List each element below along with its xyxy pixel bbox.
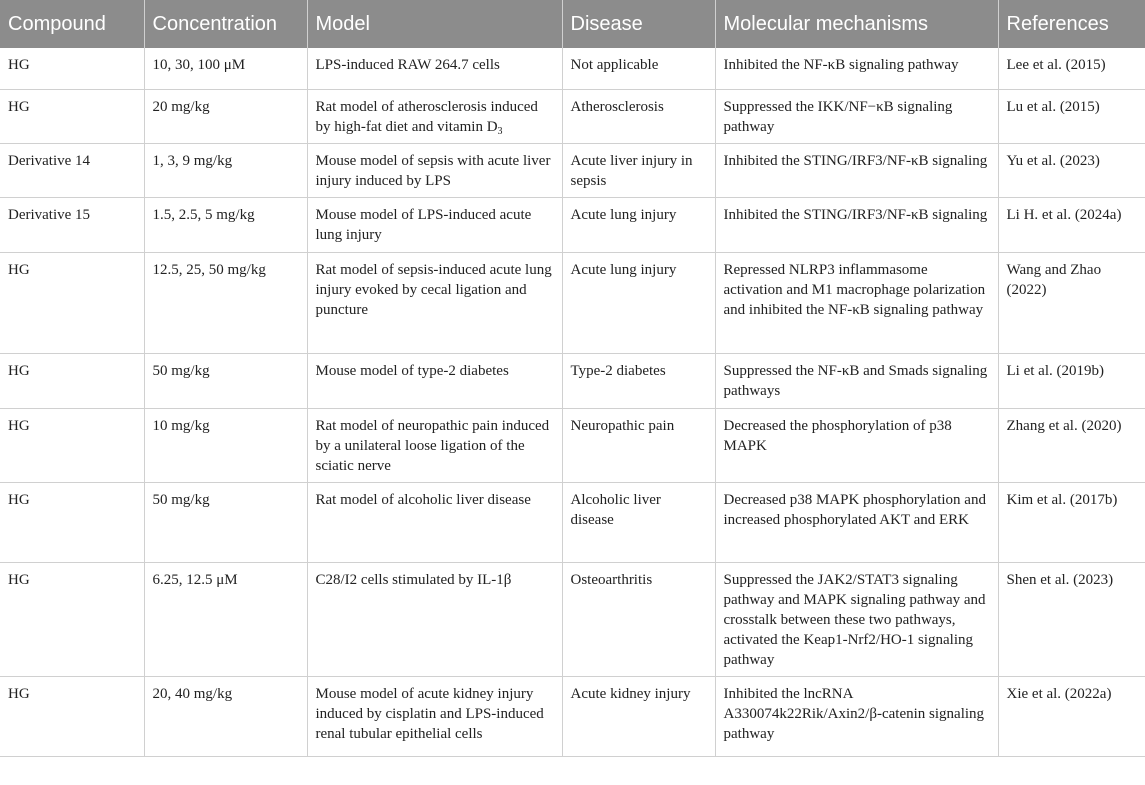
mechanism-cell: Suppressed the NF-κB and Smads signaling pathways bbox=[715, 353, 998, 408]
disease-cell: Osteoarthritis bbox=[562, 562, 715, 676]
header-molecular-mechanisms: Molecular mechanisms bbox=[715, 0, 998, 48]
reference-cell: Li H. et al. (2024a) bbox=[998, 197, 1145, 252]
concentration-cell: 10 mg/kg bbox=[144, 408, 307, 482]
table-row bbox=[0, 143, 1145, 197]
table-row bbox=[0, 48, 1145, 89]
compound-cell: HG bbox=[0, 48, 144, 89]
header-row bbox=[0, 0, 1145, 48]
reference-cell: Wang and Zhao (2022) bbox=[998, 252, 1145, 353]
compound-cell: HG bbox=[0, 482, 144, 562]
compound-cell: HG bbox=[0, 408, 144, 482]
model-cell: LPS-induced RAW 264.7 cells bbox=[307, 48, 562, 89]
reference-cell: Shen et al. (2023) bbox=[998, 562, 1145, 676]
concentration-cell: 50 mg/kg bbox=[144, 482, 307, 562]
table-row bbox=[0, 562, 1145, 676]
table-row bbox=[0, 482, 1145, 562]
table-row bbox=[0, 408, 1145, 482]
mechanism-cell: Suppressed the IKK/NF−κB signaling pathway bbox=[715, 89, 998, 143]
header-references: References bbox=[998, 0, 1145, 48]
table-row bbox=[0, 353, 1145, 408]
mechanism-cell: Decreased the phosphorylation of p38 MAPK bbox=[715, 408, 998, 482]
model-cell: Mouse model of type-2 diabetes bbox=[307, 353, 562, 408]
compound-cell: Derivative 14 bbox=[0, 143, 144, 197]
reference-cell: Lee et al. (2015) bbox=[998, 48, 1145, 89]
model-cell: Mouse model of LPS-induced acute lung injury bbox=[307, 197, 562, 252]
mechanism-cell: Inhibited the STING/IRF3/NF-κB signaling bbox=[715, 197, 998, 252]
concentration-cell: 50 mg/kg bbox=[144, 353, 307, 408]
disease-cell: Acute kidney injury bbox=[562, 676, 715, 756]
mechanism-cell: Repressed NLRP3 inflammasome activation and M1 macrophage polarization and inhibited the NF-κB signaling pathway bbox=[715, 252, 998, 353]
reference-cell: Zhang et al. (2020) bbox=[998, 408, 1145, 482]
model-cell: Rat model of sepsis-induced acute lung injury evoked by cecal ligation and puncture bbox=[307, 252, 562, 353]
compound-cell: Derivative 15 bbox=[0, 197, 144, 252]
table-row bbox=[0, 252, 1145, 353]
concentration-cell: 20 mg/kg bbox=[144, 89, 307, 143]
model-cell: Mouse model of sepsis with acute liver injury induced by LPS bbox=[307, 143, 562, 197]
mechanism-cell: Decreased p38 MAPK phosphorylation and increased phosphorylated AKT and ERK bbox=[715, 482, 998, 562]
mechanism-cell: Inhibited the lncRNA A330074k22Rik/Axin2/β-catenin signaling pathway bbox=[715, 676, 998, 756]
compound-cell: HG bbox=[0, 353, 144, 408]
mechanism-cell: Inhibited the STING/IRF3/NF-κB signaling bbox=[715, 143, 998, 197]
concentration-cell: 20, 40 mg/kg bbox=[144, 676, 307, 756]
table-body bbox=[0, 48, 1145, 756]
model-text: Rat model of atherosclerosis induced by high-fat diet and vitamin D bbox=[315, 98, 538, 135]
model-cell: Rat model of neuropathic pain induced by a unilateral loose ligation of the sciatic nerve bbox=[307, 408, 562, 482]
disease-cell: Atherosclerosis bbox=[562, 89, 715, 143]
concentration-cell: 6.25, 12.5 μM bbox=[144, 562, 307, 676]
table-row bbox=[0, 89, 1145, 143]
disease-cell: Acute lung injury bbox=[562, 252, 715, 353]
model-cell bbox=[307, 89, 562, 143]
header-model: Model bbox=[307, 0, 562, 48]
compound-cell: HG bbox=[0, 252, 144, 353]
disease-cell: Not applicable bbox=[562, 48, 715, 89]
reference-cell: Xie et al. (2022a) bbox=[998, 676, 1145, 756]
model-cell: C28/I2 cells stimulated by IL-1β bbox=[307, 562, 562, 676]
concentration-cell: 1, 3, 9 mg/kg bbox=[144, 143, 307, 197]
model-cell: Rat model of alcoholic liver disease bbox=[307, 482, 562, 562]
header-disease: Disease bbox=[562, 0, 715, 48]
reference-cell: Yu et al. (2023) bbox=[998, 143, 1145, 197]
compound-cell: HG bbox=[0, 676, 144, 756]
model-subscript: 3 bbox=[497, 125, 503, 137]
header-concentration: Concentration bbox=[144, 0, 307, 48]
disease-cell: Acute lung injury bbox=[562, 197, 715, 252]
table-row bbox=[0, 676, 1145, 756]
compound-cell: HG bbox=[0, 562, 144, 676]
disease-cell: Acute liver injury in sepsis bbox=[562, 143, 715, 197]
disease-cell: Type-2 diabetes bbox=[562, 353, 715, 408]
model-cell: Mouse model of acute kidney injury induced by cisplatin and LPS-induced renal tubular epithelial cells bbox=[307, 676, 562, 756]
mechanism-cell: Inhibited the NF-κB signaling pathway bbox=[715, 48, 998, 89]
disease-cell: Alcoholic liver disease bbox=[562, 482, 715, 562]
compound-cell: HG bbox=[0, 89, 144, 143]
disease-cell: Neuropathic pain bbox=[562, 408, 715, 482]
reference-cell: Li et al. (2019b) bbox=[998, 353, 1145, 408]
reference-cell: Kim et al. (2017b) bbox=[998, 482, 1145, 562]
table-row bbox=[0, 197, 1145, 252]
reference-cell: Lu et al. (2015) bbox=[998, 89, 1145, 143]
mechanism-cell: Suppressed the JAK2/STAT3 signaling pathway and MAPK signaling pathway and crosstalk between these two pathways, activated the Keap1-Nrf2/HO-1 signaling pathway bbox=[715, 562, 998, 676]
concentration-cell: 12.5, 25, 50 mg/kg bbox=[144, 252, 307, 353]
table-header bbox=[0, 0, 1145, 48]
header-compound: Compound bbox=[0, 0, 144, 48]
concentration-cell: 10, 30, 100 μM bbox=[144, 48, 307, 89]
concentration-cell: 1.5, 2.5, 5 mg/kg bbox=[144, 197, 307, 252]
